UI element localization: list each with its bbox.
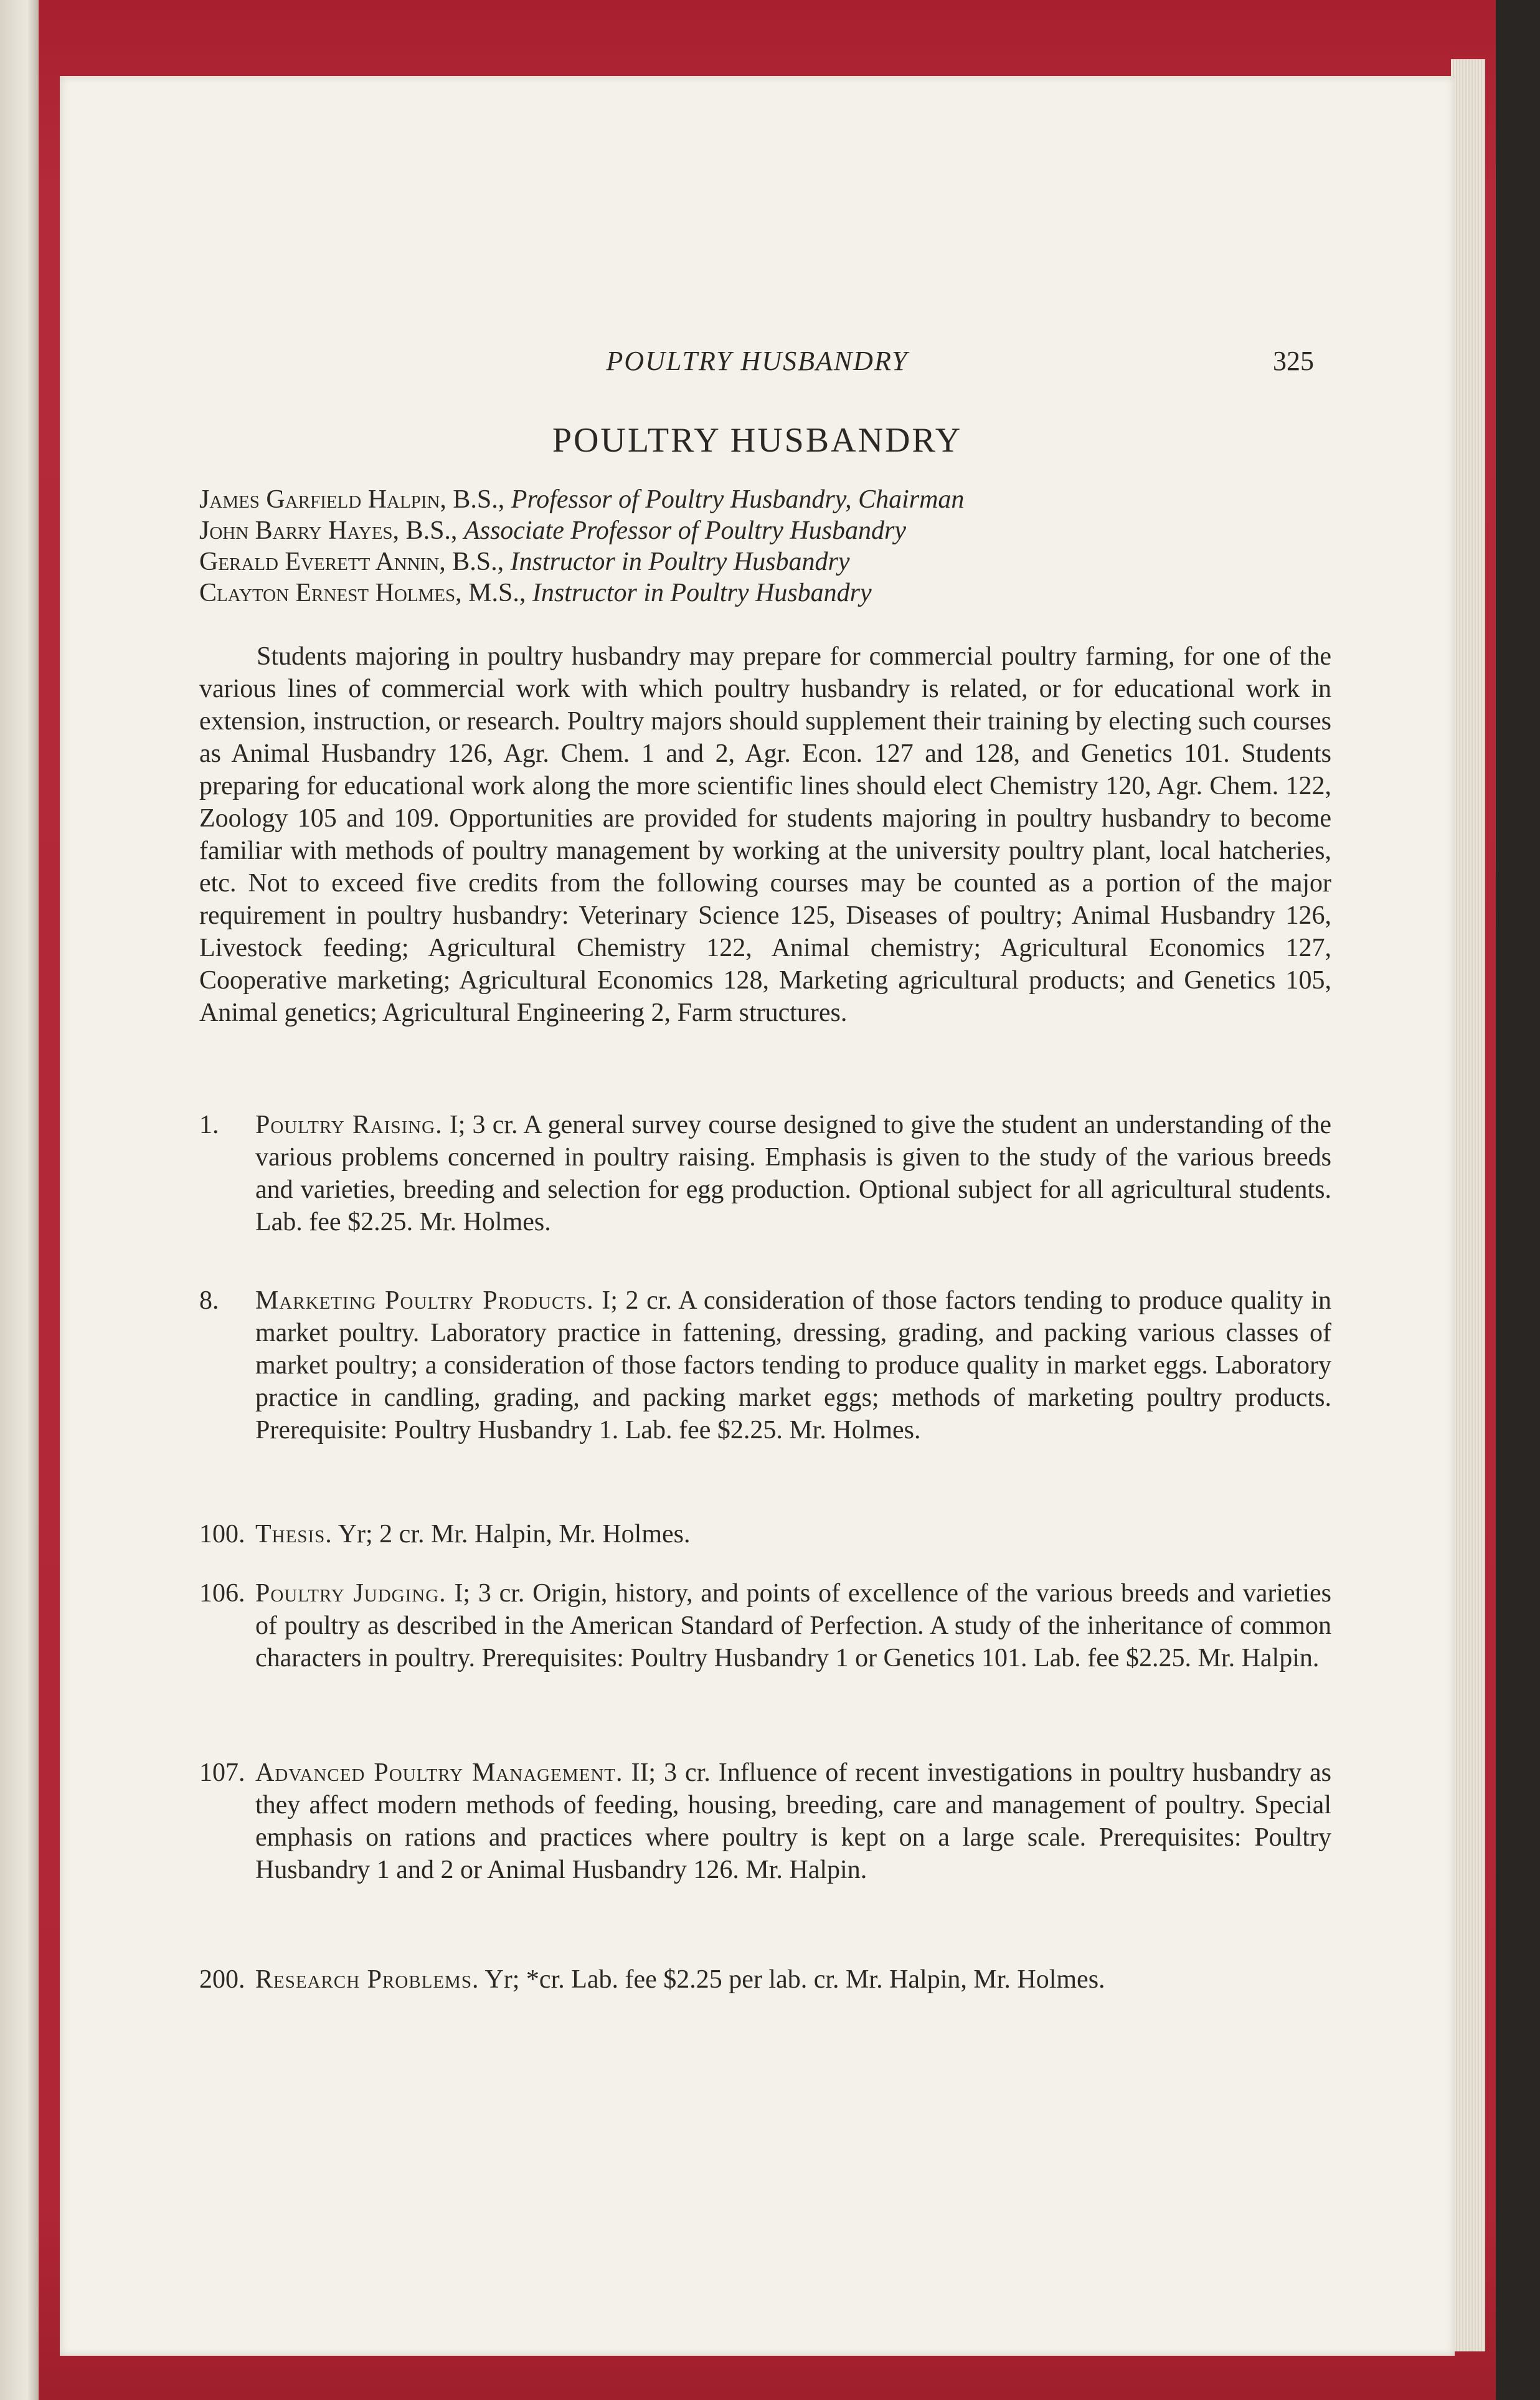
staff-list bbox=[199, 484, 1333, 609]
page-edges bbox=[1451, 59, 1485, 2351]
book-page bbox=[60, 76, 1455, 2356]
course-entry bbox=[199, 1577, 1331, 1674]
staff-degree: M.S., bbox=[468, 579, 526, 607]
course-number: 100. bbox=[199, 1520, 245, 1549]
course-entry bbox=[199, 1109, 1331, 1238]
section-title: POULTRY HUSBANDRY bbox=[552, 421, 963, 460]
intro-paragraph: Students majoring in poultry husbandry may prepare for commercial poultry farming, for one of the various lines of commercial work with which poultry husbandry is related, or for educational work in extension, instruction, or research. Poultry majors should supplement their training by electing such courses as Animal Husbandry 126, Agr. Chem. 1 and 2, Agr. Econ. 127 and 128, and Genetics 101. Students preparing for educational work along the more scientific lines should elect Chemistry 120, Agr. Chem. 122, Zoology 105 and 109. Opportunities are provided for students majoring in poultry husbandry to become familiar with methods of poultry management by working at the university poultry plant, local hatcheries, etc. Not to exceed five credits from the following courses may be counted as a portion of the major requirement in poultry husbandry: Veterinary Science 125, Diseases of poultry; Animal Husbandry 126, Livestock feeding; Agricultural Chemistry 122, Animal chemistry; Agricultural Economics 127, Cooperative marketing; Agricultural Economics 128, Marketing agricultural products; and Genetics 105, Animal genetics; Agricultural Engineering 2, Farm structures. bbox=[199, 642, 1331, 1027]
course-number: 8. bbox=[199, 1286, 219, 1315]
course-title: Advanced Poultry Management. bbox=[255, 1758, 623, 1787]
course-body bbox=[255, 1757, 1331, 1886]
course-number: 1. bbox=[199, 1111, 219, 1139]
course-description: I; 3 cr. Origin, history, and points of excellence of the various breeds and varieties of poultry as described in the American Standard of Perfection. A study of the inheritance of common characters in poultry. Prerequisites: Poultry Husbandry 1 or Genetics 101. Lab. fee $2.25. Mr. Halpin. bbox=[255, 1579, 1331, 1672]
course-description: Yr; *cr. Lab. fee $2.25 per lab. cr. Mr. Halpin, Mr. Holmes. bbox=[484, 1965, 1105, 1994]
staff-degree: B.S., bbox=[452, 548, 504, 576]
course-entry bbox=[199, 1963, 1331, 1996]
course-description: I; 3 cr. A general survey course designed to give the student an understanding of the various problems concerned in poultry raising. Emphasis is given to the study of the various breeds and varieties, breeding and selection for egg production. Optional subject for all agricultural students. Lab. fee $2.25. Mr. Holmes. bbox=[255, 1111, 1331, 1236]
course-body bbox=[255, 1963, 1331, 1996]
staff-title: Instructor in Poultry Husbandry bbox=[510, 548, 850, 576]
staff-title: Professor of Poultry Husbandry, Chairman bbox=[511, 485, 965, 514]
course-entry bbox=[199, 1518, 1331, 1550]
course-number: 107. bbox=[199, 1758, 245, 1787]
facing-page-edge bbox=[0, 0, 39, 2400]
running-head bbox=[60, 345, 1455, 382]
running-head-title: POULTRY HUSBANDRY bbox=[606, 346, 909, 376]
course-title: Research Problems. bbox=[255, 1965, 479, 1994]
course-entry bbox=[199, 1757, 1331, 1886]
staff-name: James Garfield Halpin, bbox=[199, 485, 446, 514]
course-title: Thesis. bbox=[255, 1520, 333, 1549]
page-number: 325 bbox=[1273, 346, 1314, 376]
staff-entry bbox=[199, 577, 1333, 609]
staff-entry bbox=[199, 515, 1333, 546]
staff-title: Instructor in Poultry Husbandry bbox=[532, 579, 872, 607]
course-title: Poultry Judging. bbox=[255, 1579, 446, 1608]
course-body bbox=[255, 1284, 1331, 1446]
staff-name: Clayton Ernest Holmes, bbox=[199, 579, 462, 607]
staff-degree: B.S., bbox=[405, 516, 458, 545]
course-number: 106. bbox=[199, 1579, 245, 1608]
staff-title: Associate Professor of Poultry Husbandry bbox=[463, 516, 906, 545]
course-entry bbox=[199, 1284, 1331, 1446]
course-body bbox=[255, 1109, 1331, 1238]
staff-degree: B.S., bbox=[453, 485, 505, 514]
course-description: I; 2 cr. A consideration of those factors tending to produce quality in market poultry. Laboratory practice in fattening, dressing, grading, and packing various classes of market poultry; a consideration of those factors tending to produce quality in market eggs. Laboratory practice in candling, grading, and packing market eggs; methods of marketing poultry products. Prerequisite: Poultry Husbandry 1. Lab. fee $2.25. Mr. Holmes. bbox=[255, 1286, 1331, 1444]
course-title: Poultry Raising. bbox=[255, 1111, 443, 1139]
staff-name: John Barry Hayes, bbox=[199, 516, 400, 545]
course-number: 200. bbox=[199, 1965, 245, 1994]
course-body bbox=[255, 1577, 1331, 1674]
course-title: Marketing Poultry Products. bbox=[255, 1286, 594, 1315]
staff-name: Gerald Everett Annin, bbox=[199, 548, 446, 576]
staff-entry bbox=[199, 546, 1333, 577]
course-body bbox=[255, 1518, 1331, 1550]
staff-entry bbox=[199, 484, 1333, 515]
course-description: II; 3 cr. Influence of recent investigations in poultry husbandry as they affect modern methods of feeding, housing, breeding, care and management of poultry. Special emphasis on rations and practices where poultry is kept on a large scale. Prerequisites: Poultry Husbandry 1 and 2 or Animal Husbandry 126. Mr. Halpin. bbox=[255, 1758, 1331, 1884]
course-description: Yr; 2 cr. Mr. Halpin, Mr. Holmes. bbox=[338, 1520, 691, 1549]
